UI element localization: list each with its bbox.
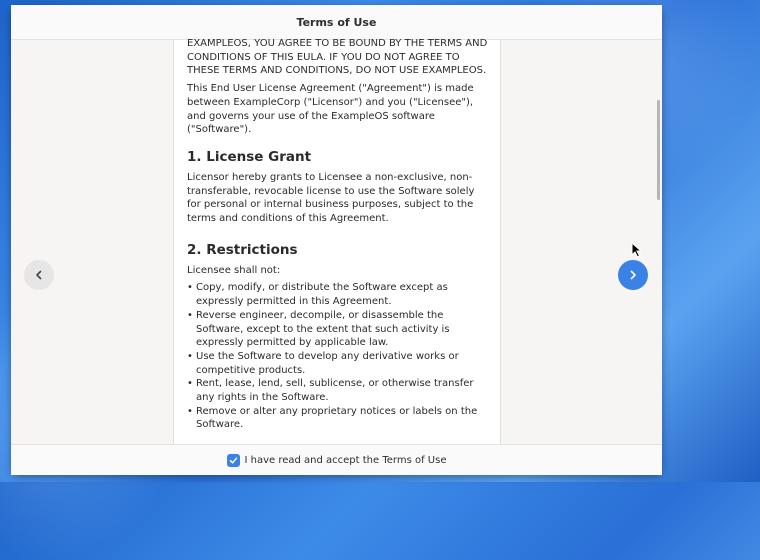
list-item: • Use the Software to develop any derivative works or competitive products.: [187, 350, 489, 377]
mouse-pointer-icon: [631, 242, 643, 258]
section-heading: 1. License Grant: [187, 148, 312, 165]
previous-page-button[interactable]: [24, 260, 54, 290]
list-item: • Rent, lease, lend, sell, sublicense, or otherwise transfer any rights in the Software.: [187, 377, 489, 404]
chevron-left-icon: [34, 270, 44, 280]
section-lead: Licensee shall not:: [187, 264, 281, 276]
eula-document[interactable]: [173, 40, 501, 445]
intro-paragraph: This End User License Agreement ("Agreement") is made between ExampleCorp ("Licensor") and you ("Licensee"), and governs your use of the ExampleOS software ("Software").: [187, 83, 474, 136]
scrollbar-thumb[interactable]: [657, 100, 660, 200]
section-body: Licensor hereby grants to Licensee a non-exclusive, non-transferable, revocable license to use the Software solely for personal or internal business purposes, subject to the terms and conditions of this Agreement.: [187, 171, 475, 225]
content-area: [11, 40, 662, 445]
list-item: • Copy, modify, or distribute the Software except as expressly permitted in this Agreement.: [187, 281, 489, 308]
intro-paragraph: EXAMPLEOS, YOU AGREE TO BE BOUND BY THE TERMS AND CONDITIONS OF THIS EULA. IF YOU DO NOT AGREE TO THESE TERMS AND CONDITIONS, DO NOT USE EXAMPLEOS.: [187, 38, 488, 77]
accept-terms-label[interactable]: I have read and accept the Terms of Use: [244, 454, 447, 466]
window-title: Terms of Use: [296, 15, 377, 29]
restrictions-list: [187, 281, 489, 432]
accept-terms-checkbox[interactable]: [227, 454, 240, 467]
eula-text: [187, 37, 489, 470]
checkmark-icon: [229, 456, 238, 465]
list-item: • Remove or alter any proprietary notices or labels on the Software.: [187, 405, 489, 432]
chevron-right-icon: [628, 270, 638, 280]
next-page-button[interactable]: [618, 260, 648, 290]
footer-bar: [11, 444, 662, 475]
titlebar: [11, 5, 662, 40]
section-heading: 2. Restrictions: [187, 241, 298, 258]
list-item: • Reverse engineer, decompile, or disassemble the Software, except to the extent that such activity is expressly permitted by applicable law.: [187, 309, 489, 350]
terms-dialog: [11, 5, 662, 475]
